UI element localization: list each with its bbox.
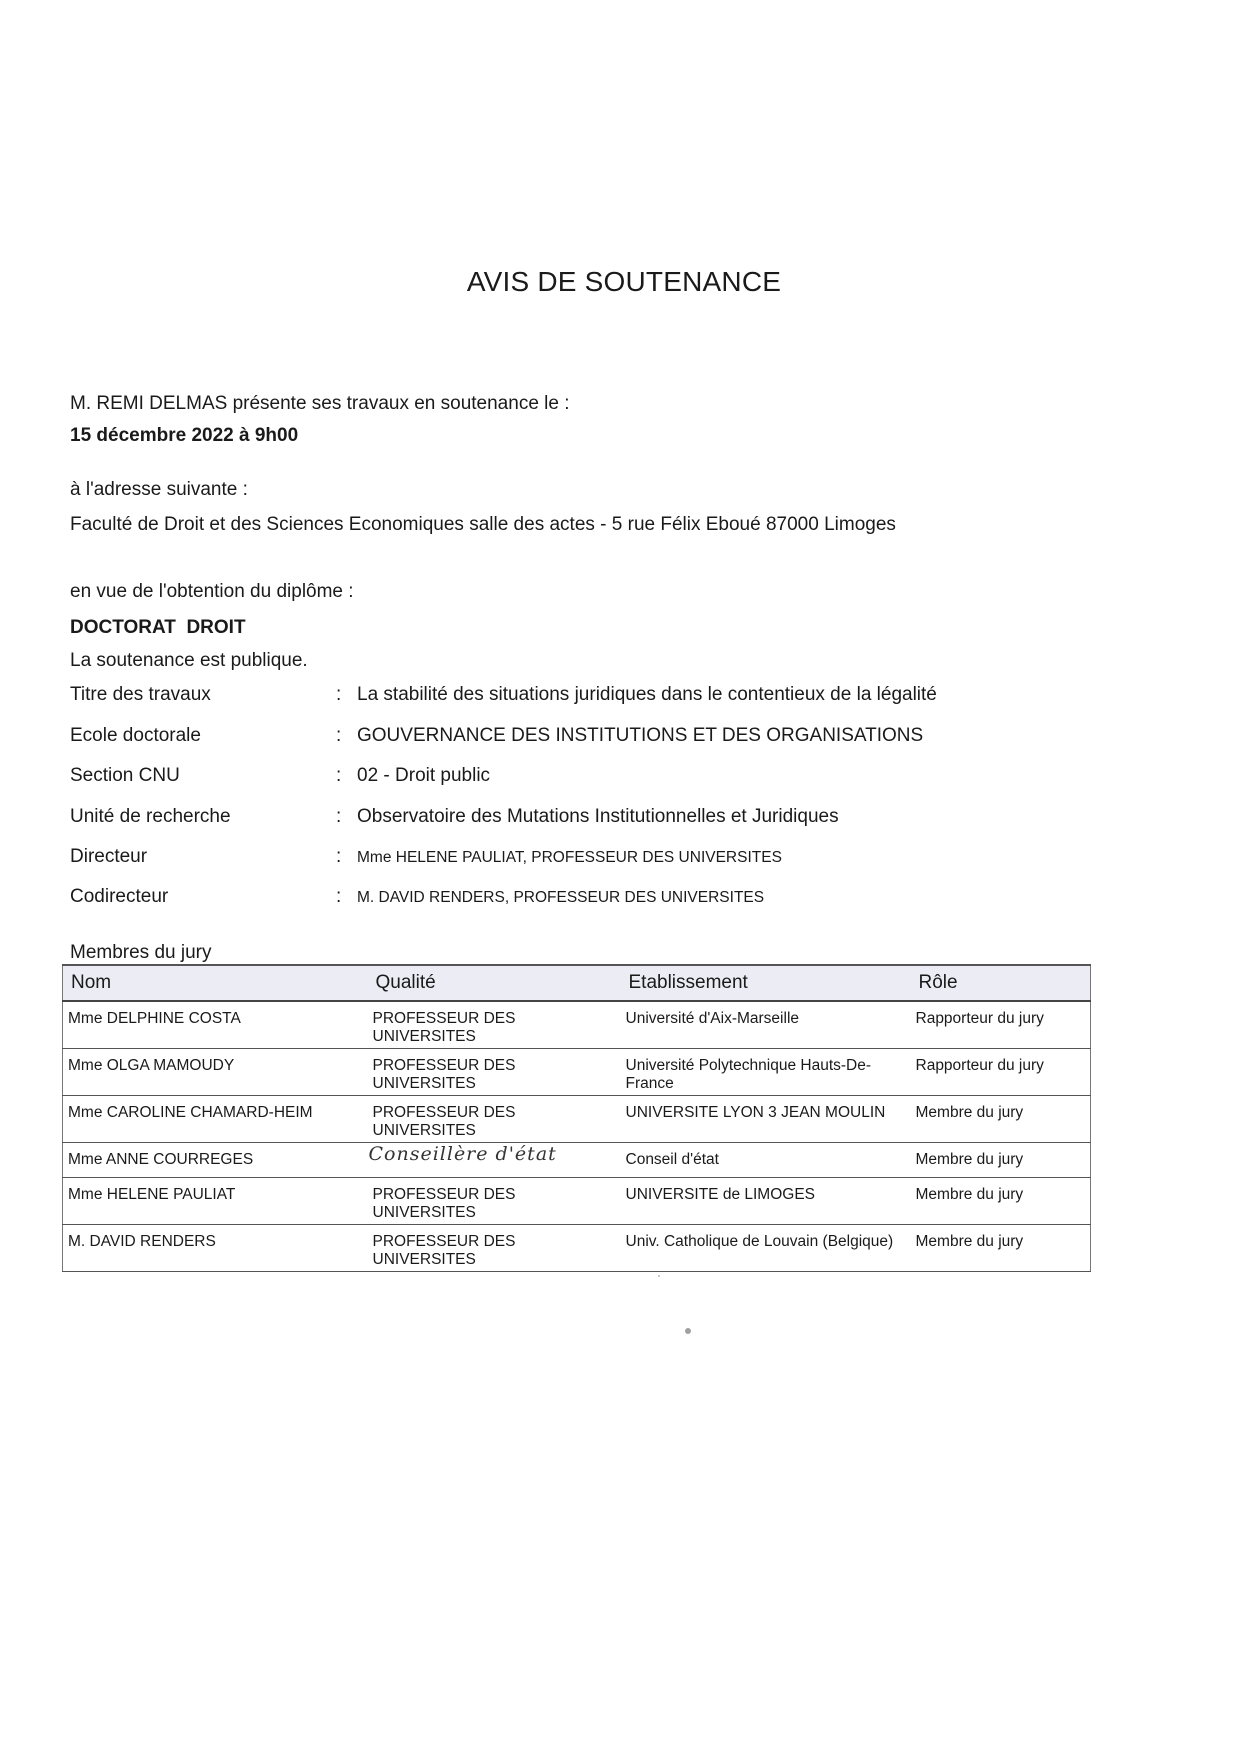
cell-etablissement: UNIVERSITE LYON 3 JEAN MOULIN (621, 1096, 911, 1143)
jury-table-header (63, 965, 1091, 1001)
field-value-directeur: Mme HELENE PAULIAT, PROFESSEUR DES UNIVERSITES (357, 849, 782, 866)
cell-role: Rapporteur du jury (911, 1001, 1091, 1049)
table-row (63, 1143, 1091, 1178)
field-value-section: 02 - Droit public (357, 765, 491, 786)
cell-nom: M. DAVID RENDERS (63, 1225, 368, 1272)
field-colon: : (336, 725, 342, 746)
cell-etablissement: UNIVERSITE de LIMOGES (621, 1178, 911, 1225)
table-row (63, 1049, 1091, 1096)
field-value-unite: Observatoire des Mutations Institutionnelles et Juridiques (357, 806, 839, 827)
field-colon: : (336, 886, 342, 907)
diploma-name: DOCTORAT DROIT (70, 617, 246, 638)
field-label-section: Section CNU (70, 765, 180, 786)
field-value-codirecteur: M. DAVID RENDERS, PROFESSEUR DES UNIVERSITES (357, 889, 765, 906)
field-label-ecole: Ecole doctorale (70, 725, 201, 746)
column-header-role: Rôle (911, 965, 1091, 1001)
scan-speck (685, 1328, 691, 1334)
cell-role: Membre du jury (911, 1225, 1091, 1272)
column-header-etablissement: Etablissement (621, 965, 911, 1001)
cell-etablissement: Conseil d'état (621, 1143, 911, 1178)
table-row (63, 1096, 1091, 1143)
scan-speck (658, 1275, 660, 1277)
cell-etablissement: Université d'Aix-Marseille (621, 1001, 911, 1049)
column-header-nom: Nom (63, 965, 368, 1001)
table-row (63, 1225, 1091, 1272)
cell-qualite: PROFESSEUR DES UNIVERSITES (368, 1096, 621, 1143)
cell-etablissement: Université Polytechnique Hauts-De-France (621, 1049, 911, 1096)
cell-role: Membre du jury (911, 1178, 1091, 1225)
field-colon: : (336, 684, 342, 705)
document-title: AVIS DE SOUTENANCE (466, 266, 782, 297)
table-row (63, 1001, 1091, 1049)
field-colon: : (336, 765, 342, 786)
defense-date: 15 décembre 2022 à 9h00 (70, 425, 299, 446)
field-label-codirecteur: Codirecteur (70, 886, 169, 907)
handwritten-qualite: Conseillère d'état (368, 1143, 557, 1165)
cell-nom: Mme DELPHINE COSTA (63, 1001, 368, 1049)
field-colon: : (336, 806, 342, 827)
field-label-unite: Unité de recherche (70, 806, 231, 827)
field-label-directeur: Directeur (70, 846, 148, 867)
field-label-titre: Titre des travaux (70, 684, 211, 705)
cell-etablissement: Univ. Catholique de Louvain (Belgique) (621, 1225, 911, 1272)
cell-role: Membre du jury (911, 1143, 1091, 1178)
table-row (63, 1178, 1091, 1225)
field-value-ecole: GOUVERNANCE DES INSTITUTIONS ET DES ORGANISATIONS (357, 725, 924, 746)
address-intro: à l'adresse suivante : (70, 479, 248, 500)
field-value-titre: La stabilité des situations juridiques dans le contentieux de la légalité (357, 684, 937, 705)
address: Faculté de Droit et des Sciences Economiques salle des actes - 5 rue Félix Eboué 87000 Limoges (70, 514, 896, 535)
cell-qualite: PROFESSEUR DES UNIVERSITES (368, 1049, 621, 1096)
column-header-qualite: Qualité (368, 965, 621, 1001)
cell-role: Membre du jury (911, 1096, 1091, 1143)
cell-nom: Mme ANNE COURREGES (63, 1143, 368, 1178)
cell-qualite (368, 1143, 621, 1178)
cell-nom: Mme CAROLINE CHAMARD-HEIM (63, 1096, 368, 1143)
cell-qualite: PROFESSEUR DES UNIVERSITES (368, 1001, 621, 1049)
candidate-line: M. REMI DELMAS présente ses travaux en soutenance le : (70, 393, 570, 414)
cell-nom: Mme HELENE PAULIAT (63, 1178, 368, 1225)
diploma-intro: en vue de l'obtention du diplôme : (70, 581, 354, 602)
jury-table (62, 964, 1091, 1272)
cell-qualite: PROFESSEUR DES UNIVERSITES (368, 1178, 621, 1225)
cell-role: Rapporteur du jury (911, 1049, 1091, 1096)
cell-nom: Mme OLGA MAMOUDY (63, 1049, 368, 1096)
cell-qualite: PROFESSEUR DES UNIVERSITES (368, 1225, 621, 1272)
field-colon: : (336, 846, 342, 867)
public-notice: La soutenance est publique. (70, 650, 308, 671)
jury-heading: Membres du jury (70, 942, 212, 963)
